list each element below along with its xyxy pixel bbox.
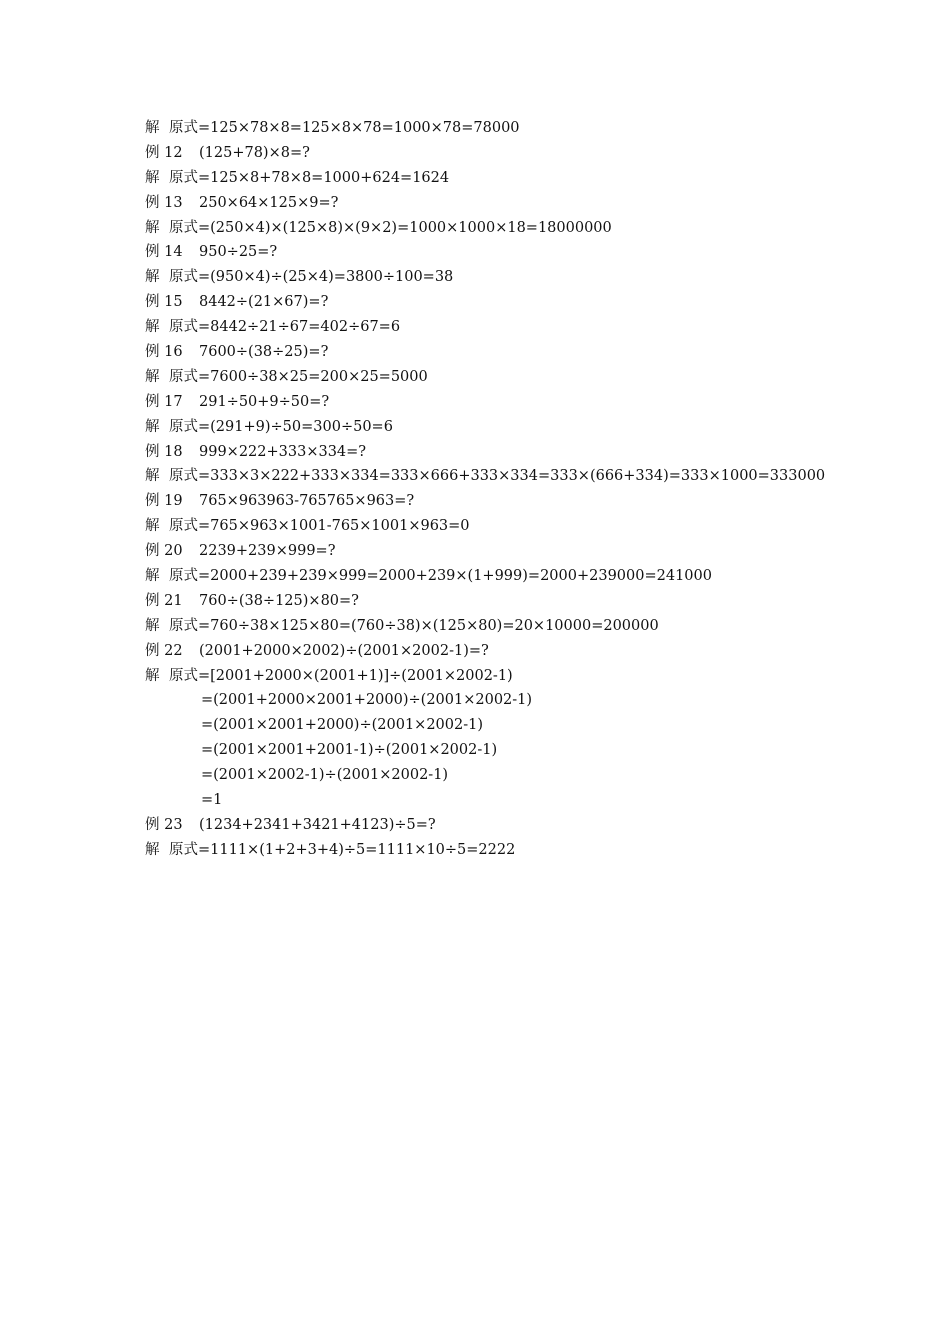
example-label: 例 18 [145,443,183,460]
solution-line [145,116,845,141]
solution-label: 解 [145,269,160,286]
solution-line [145,365,845,390]
solution-line [145,315,845,340]
solution-text: 原式=125×8+78×8=1000+624=1624 [169,169,450,186]
example-line [145,290,845,315]
example-label: 例 19 [145,493,183,510]
example-line [145,191,845,216]
problem-text: 7600÷(38÷25)=? [199,344,329,361]
example-label: 例 23 [145,816,183,833]
problem-text: 250×64×125×9=? [199,194,339,211]
solution-label: 解 [145,468,160,485]
example-label: 例 14 [145,244,183,261]
solution-text: =(2001×2001+2000)÷(2001×2002-1) [201,717,484,734]
solution-line [145,514,845,539]
problem-text: (125+78)×8=? [199,144,310,161]
solution-label: 解 [145,617,160,634]
solution-text: 原式=7600÷38×25=200×25=5000 [169,368,428,385]
solution-text: =(2001×2001+2001-1)÷(2001×2002-1) [201,742,498,759]
solution-text: =(2001×2002-1)÷(2001×2002-1) [201,767,449,784]
solution-label: 解 [145,518,160,535]
problem-text: (1234+2341+3421+4123)÷5=? [199,816,436,833]
example-line [145,589,845,614]
solution-text: 原式=765×963×1001-765×1001×963=0 [169,518,470,535]
continuation-line [145,763,845,788]
solution-label: 解 [145,568,160,585]
problem-text: 950÷25=? [199,244,278,261]
solution-text: 原式=(950×4)÷(25×4)=3800÷100=38 [169,269,454,286]
solution-line [145,464,845,489]
problem-text: (2001+2000×2002)÷(2001×2002-1)=? [199,642,489,659]
solution-line [145,216,845,241]
example-label: 例 21 [145,592,183,609]
problem-text: 999×222+333×334=? [199,443,367,460]
solution-text: =(2001+2000×2001+2000)÷(2001×2002-1) [201,692,533,709]
solution-text: =1 [201,792,223,809]
solution-label: 解 [145,319,160,336]
continuation-line [145,738,845,763]
solution-line [145,838,845,863]
solution-line [145,564,845,589]
solution-text: 原式=8442÷21÷67=402÷67=6 [169,319,401,336]
example-line [145,539,845,564]
example-label: 例 13 [145,194,183,211]
solution-lines [145,116,845,863]
example-label: 例 12 [145,144,183,161]
solution-text: 原式=760÷38×125×80=(760÷38)×(125×80)=20×10000=200000 [169,617,659,634]
example-line [145,340,845,365]
problem-text: 760÷(38÷125)×80=? [199,592,359,609]
solution-label: 解 [145,667,160,684]
problem-text: 2239+239×999=? [199,543,336,560]
solution-text: 原式=(291+9)÷50=300÷50=6 [169,418,393,435]
solution-line [145,166,845,191]
example-line [145,813,845,838]
example-line [145,489,845,514]
example-label: 例 22 [145,642,183,659]
solution-line [145,265,845,290]
solution-line [145,664,845,689]
solution-label: 解 [145,169,160,186]
example-label: 例 15 [145,294,183,311]
solution-line [145,614,845,639]
solution-text: 原式=125×78×8=125×8×78=1000×78=78000 [169,120,520,136]
example-line [145,141,845,166]
solution-text: 原式=[2001+2000×(2001+1)]÷(2001×2002-1) [169,667,513,684]
solution-label: 解 [145,368,160,385]
example-line [145,639,845,664]
solution-line [145,415,845,440]
example-line [145,240,845,265]
problem-text: 8442÷(21×67)=? [199,294,329,311]
example-line [145,440,845,465]
solution-label: 解 [145,219,160,236]
solution-label: 解 [145,418,160,435]
continuation-line [145,788,845,813]
example-line [145,390,845,415]
solution-text: 原式=(250×4)×(125×8)×(9×2)=1000×1000×18=18000000 [169,219,612,236]
continuation-line [145,688,845,713]
solution-text: 原式=1111×(1+2+3+4)÷5=1111×10÷5=2222 [169,841,516,858]
solution-label: 解 [145,841,160,858]
continuation-line [145,713,845,738]
example-label: 例 16 [145,344,183,361]
problem-text: 291÷50+9÷50=? [199,393,330,410]
solution-text: 原式=2000+239+239×999=2000+239×(1+999)=2000+239000=241000 [169,568,712,585]
example-label: 例 20 [145,543,183,560]
solution-label: 解 [145,120,160,136]
problem-text: 765×963963-765765×963=? [199,493,415,510]
example-label: 例 17 [145,393,183,410]
solution-text: 原式=333×3×222+333×334=333×666+333×334=333×(666+334)=333×1000=333000 [169,468,826,485]
